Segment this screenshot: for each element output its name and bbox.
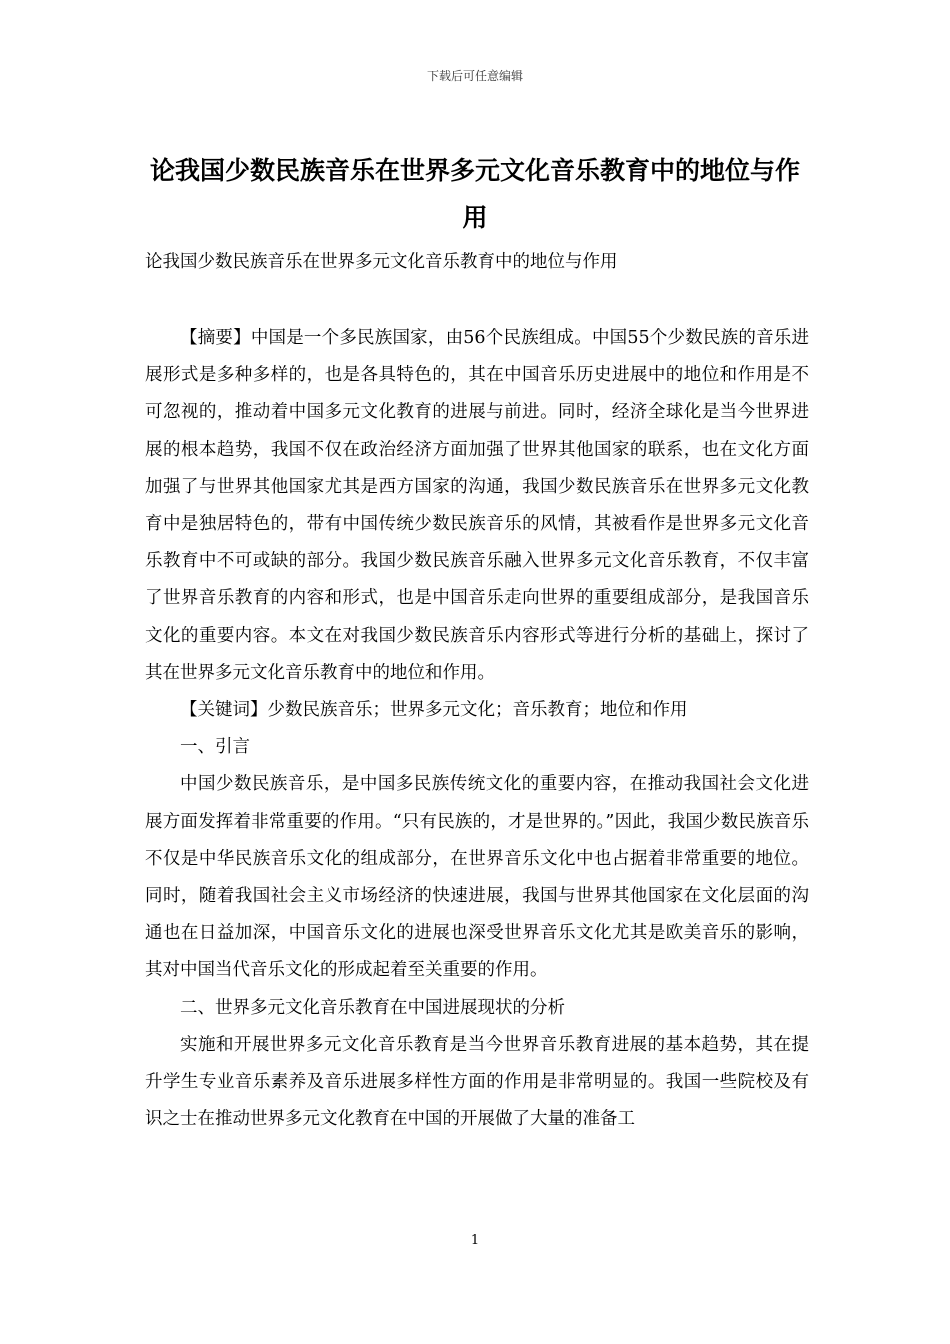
page-header-note: 下载后可任意编辑 bbox=[426, 69, 523, 83]
section-heading-analysis: 二、世界多元文化音乐教育在中国进展现状的分析 bbox=[180, 997, 565, 1018]
analysis-paragraph: 实施和开展世界多元文化音乐教育是当今世界音乐教育进展的基本趋势，其在提升学生专业音乐素养及音乐进展多样性方面的作用是非常明显的。我国一些院校及有识之士在推动世界多元文化教育在中国的开展做了大量的准备工 bbox=[145, 1034, 809, 1130]
page-number: 1 bbox=[470, 1233, 480, 1248]
abstract-paragraph: 【摘要】中国是一个多民族国家，由56个民族组成。中国55个少数民族的音乐进展形式是多种多样的，也是各具特色的，其在中国音乐历史进展中的地位和作用是不可忽视的，推动着中国多元文化教育的进展与前进。同时，经济全球化是当今世界进展的根本趋势，我国不仅在政治经济方面加强了世界其他国家的联系，也在文化方面加强了与世界其他国家尤其是西方国家的沟通，我国少数民族音乐在世界多元文化教育中是独居特色的，带有中国传统少数民族音乐的风情，其被看作是世界多元文化音乐教育中不可或缺的部分。我国少数民族音乐融入世界多元文化音乐教育，不仅丰富了世界音乐教育的内容和形式，也是中国音乐走向世界的重要组成部分，是我国音乐文化的重要内容。本文在对我国少数民族音乐内容形式等进行分析的基础上，探讨了其在世界多元文化音乐教育中的地位和作用。 bbox=[145, 328, 809, 683]
document-body bbox=[145, 320, 809, 1138]
document-subtitle: 论我国少数民族音乐在世界多元文化音乐教育中的地位与作用 bbox=[145, 252, 618, 272]
document-title: 论我国少数民族音乐在世界多元文化音乐教育中的地位与作用 bbox=[149, 156, 800, 232]
keywords-paragraph: 【关键词】少数民族音乐；世界多元文化；音乐教育；地位和作用 bbox=[180, 700, 688, 721]
introduction-paragraph: 中国少数民族音乐，是中国多民族传统文化的重要内容，在推动我国社会文化进展方面发挥着非常重要的作用。“只有民族的，才是世界的。”因此，我国少数民族音乐不仅是中华民族音乐文化的组成部分，在世界音乐文化中也占据着非常重要的地位。同时，随着我国社会主义市场经济的快速进展，我国与世界其他国家在文化层面的沟通也在日益加深，中国音乐文化的进展也深受世界音乐文化尤其是欧美音乐的影响，其对中国当代音乐文化的形成起着至关重要的作用。 bbox=[145, 774, 809, 981]
section-heading-introduction: 一、引言 bbox=[180, 737, 250, 758]
